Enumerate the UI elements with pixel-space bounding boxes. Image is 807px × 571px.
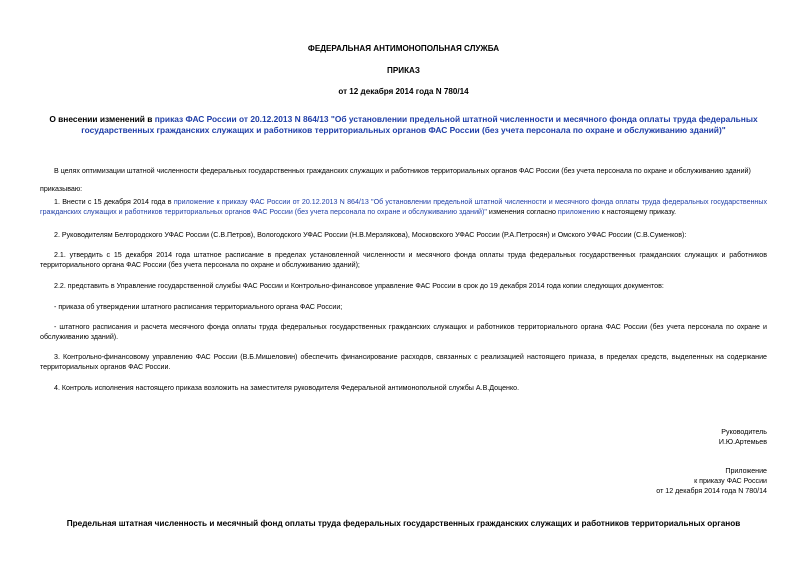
document-list-item-2: - штатного расписания и расчета месячного фонда оплаты труда федеральных государственных гражданских служащих и работников территориального органа ФАС России (без учета персонала по охране и обслуживанию зданий). (40, 323, 767, 342)
p1-attachment-link[interactable]: приложению (557, 208, 600, 217)
intro-paragraph: В целях оптимизации штатной численности федеральных государственных гражданских служащих и работников территориальных органов ФАС России (без учета персонала по охране и обслуживанию зданий) (54, 167, 751, 175)
p1-text-a: 1. Внести с 15 декабря 2014 года в (54, 198, 174, 206)
appendix-date-number: от 12 декабря 2014 года N 780/14 (656, 487, 767, 495)
paragraph-2-1: 2.1. утвердить с 15 декабря 2014 года штатное расписание в пределах установленной численности и месячного фонда оплаты труда федеральных государственных гражданских служащих и работников территориального органа ФАС России (без учета персонала по охране и обслуживанию зданий); (40, 251, 767, 270)
order-word: приказываю: (40, 185, 83, 193)
paragraph-3: 3. Контрольно-финансовому управлению ФАС России (В.Б.Мишеловин) обеспечить финансирование расходов, связанных с реализацией настоящего приказа, в пределах средств, выделенных на содержание территориальных органов ФАС России. (40, 353, 767, 372)
document-title (40, 114, 767, 136)
paragraph-1 (40, 197, 767, 217)
paragraph-2: 2. Руководителям Белгородского УФАС России (С.В.Петров), Вологодского УФАС России (Н.В.Мерзлякова), Московского УФАС России (Р.А.Петросян) и Омского УФАС России (С.В.Суменков): (54, 231, 687, 239)
title-order-link[interactable]: приказ ФАС России от 20.12.2013 N 864/13 "Об установлении предельной штатной численности и месячного фонда оплаты труда федеральных государственных гражданских служащих и работников территориальных органов ФАС России (без учета персонала по охране и обслуживанию зданий)" (81, 114, 758, 135)
appendix-title: Предельная штатная численность и месячный фонд оплаты труда федеральных государственных гражданских служащих и работников территориальных органов (66, 519, 741, 528)
signature-name: И.Ю.Артемьев (718, 438, 767, 446)
appendix-order-ref: к приказу ФАС России (694, 477, 767, 485)
p1-text-c: к настоящему приказу. (599, 208, 677, 217)
doc-date-number: от 12 декабря 2014 года N 780/14 (338, 87, 469, 96)
doc-type: ПРИКАЗ (387, 66, 420, 75)
paragraph-2-2: 2.2. представить в Управление государственной службы ФАС России и Контрольно-финансовое управление ФАС России в срок до 19 декабря 2014 года копии следующих документов: (54, 282, 664, 290)
paragraph-4: 4. Контроль исполнения настоящего приказа возложить на заместителя руководителя Федеральной антимонопольной службы А.В.Доценко. (54, 384, 520, 392)
appendix-label: Приложение (725, 467, 767, 475)
p1-text-b: изменения согласно (486, 208, 558, 217)
agency-name: ФЕДЕРАЛЬНАЯ АНТИМОНОПОЛЬНАЯ СЛУЖБА (307, 44, 500, 53)
signature-position: Руководитель (721, 428, 767, 436)
p1-appendix-link[interactable]: приложение к приказу ФАС России от 20.12.2013 N 864/13 "Об установлении предельной штатной численности и месячного фонда оплаты труда федеральных государственных гражданских служащих и работников территориальных органов ФАС России (без учета персонала по охране и обслуживанию зданий)" (40, 198, 767, 217)
document-list-item-1: - приказа об утверждении штатного расписания территориального органа ФАС России; (54, 303, 343, 311)
title-prefix: О внесении изменений в (49, 114, 155, 124)
